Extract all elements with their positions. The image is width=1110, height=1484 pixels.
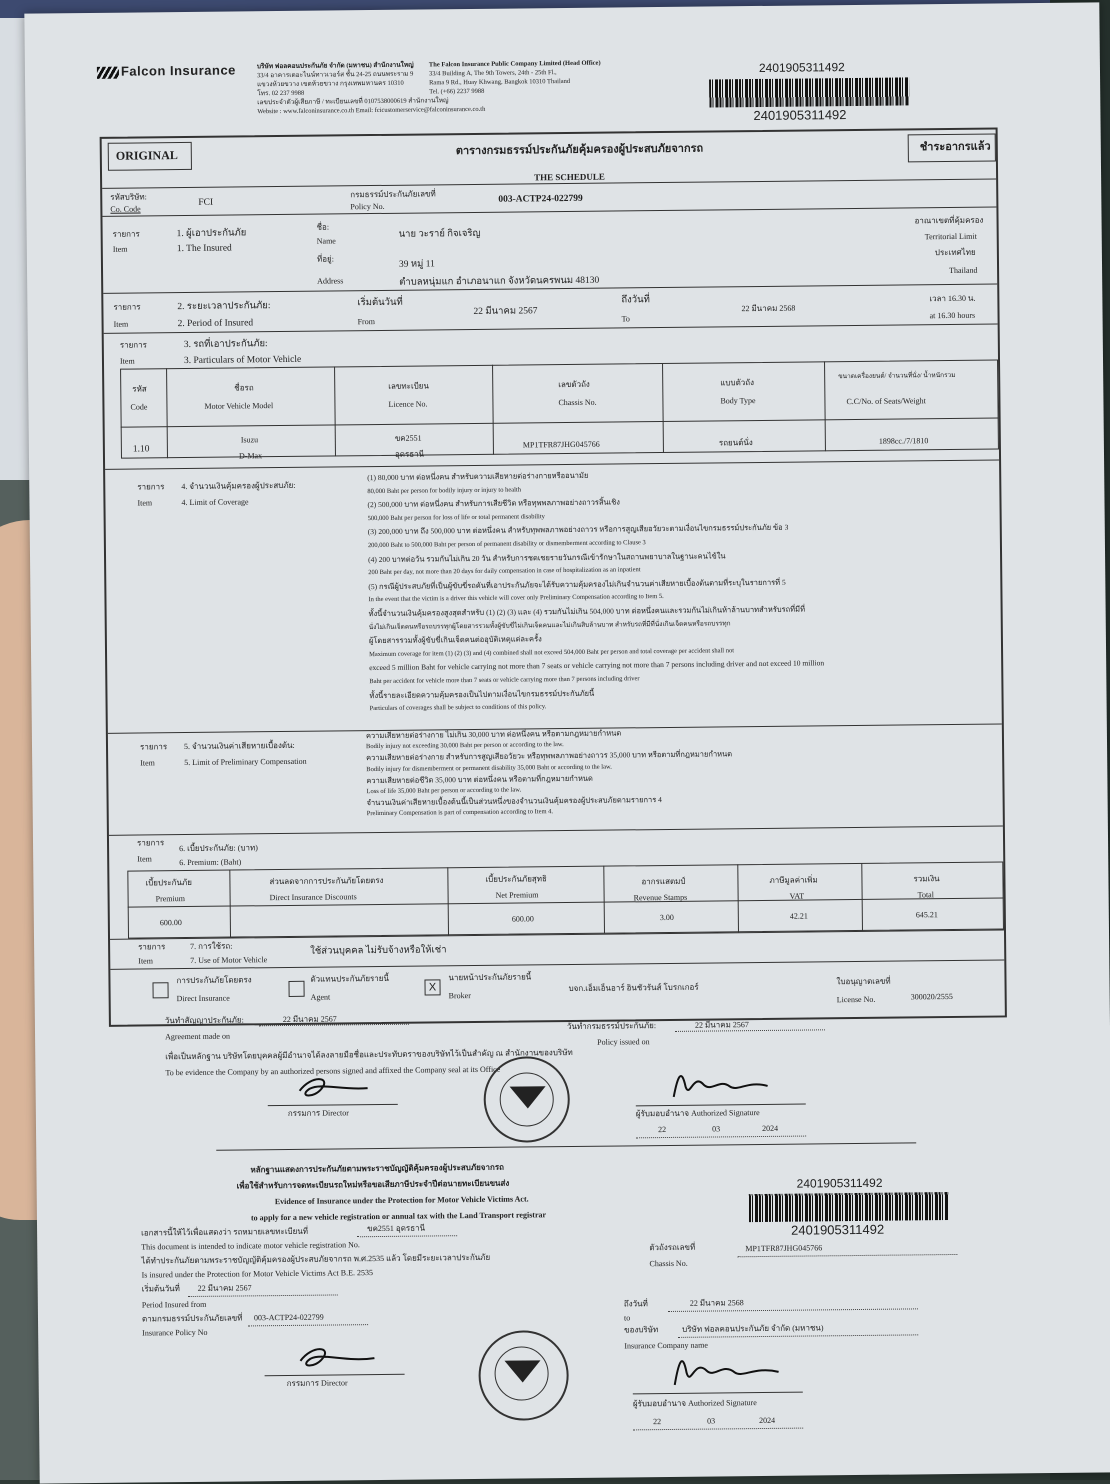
- authorized-line: [636, 1104, 806, 1107]
- vehicle-label-en: 3. Particulars of Motor Vehicle: [183, 354, 302, 367]
- preliminary-label-en: 5. Limit of Preliminary Compensation: [184, 756, 307, 768]
- policy-line: [248, 1324, 368, 1326]
- company-website: Website : www.falconinsurance.co.th Email: fcicustomerservice@falconinsurance.co.th: [257, 105, 486, 116]
- premium-header-en: Net Premium: [495, 890, 539, 900]
- period-time-en: at 16.30 hours: [929, 310, 976, 321]
- detail-line: จำนวนเงินค่าเสียหายเบื้องต้นนี้เป็นส่วนหนึ่งของจำนวนเงินคุ้มครองผู้ประสบภัยตามรายการ 4: [366, 795, 662, 808]
- company-en-addr: 33/4 Building A, The 9th Towers, 24th - 25th Fl.,: [428, 69, 557, 78]
- evidence-date-month: 03: [707, 1416, 716, 1426]
- premium-header-th: อากรแสตมป์: [641, 876, 686, 887]
- insured-label-th: 1. ผู้เอาประกันภัย: [176, 228, 247, 240]
- company-code: FCI: [198, 197, 214, 208]
- policy-label-th: กรมธรรม์ประกันภัยเลขที่: [350, 189, 436, 200]
- auth-date-year: 2024: [762, 1123, 779, 1134]
- director-line: [268, 1104, 398, 1106]
- item-label-en: Item: [112, 244, 128, 254]
- vehicle-header-th: ชื่อรถ: [234, 383, 254, 393]
- reg-value: ขค2551 อุดรธานี: [367, 1223, 426, 1234]
- agreement-label-th: วันทำสัญญาประกันภัย:: [164, 1015, 244, 1026]
- barcode-number-bottom: 2401905311492: [753, 107, 847, 124]
- insured-address-2: ตำบลหนุ่มแก อำเภอนาแก จังหวัดนครพนม 48130: [399, 275, 600, 288]
- vehicle-code: 1.10: [132, 444, 150, 455]
- total-value: 645.21: [915, 910, 938, 920]
- reg-line: [357, 1235, 457, 1237]
- stamp-value: 3.00: [659, 912, 674, 923]
- preliminary-label-th: 5. จำนวนเงินค่าเสียหายเบื้องต้น:: [183, 740, 295, 752]
- policy-label-th: ตามกรมธรรม์ประกันภัยเลขที่: [141, 1313, 243, 1324]
- evidence-title-en-1: Evidence of Insurance under the Protection for Motor Vehicle Victims Act.: [274, 1194, 529, 1207]
- detail-line: exceed 5 million Baht for vehicle carrying not more than 7 seats or vehicle carrying not more than 7 persons including driver and not exceed 10 million: [369, 658, 825, 673]
- item-label-en: Item: [137, 854, 152, 864]
- premium-header-th: รวมเงิน: [913, 874, 940, 884]
- company-en-tel: Tel. (+66) 2237 9988: [429, 87, 485, 96]
- vehicle-licence-1: ขค2551: [394, 433, 422, 443]
- period-from: 22 มีนาคม 2567: [473, 306, 538, 317]
- detail-line: Preliminary Compensation is part of compensation according to Item 4.: [366, 808, 554, 818]
- premium-header-en: VAT: [789, 891, 805, 901]
- authorized-signature-evidence: [664, 1346, 784, 1391]
- from-value: 22 มีนาคม 2567: [197, 1283, 252, 1293]
- company-en-addr2: Rama 9 Rd., Huay Khwang, Bangkok 10310 Thailand: [429, 77, 571, 87]
- vehicle-model-1: Isuzu: [240, 435, 259, 445]
- authorized-line-evidence: [633, 1392, 803, 1395]
- detail-line: Loss of life 35,000 Baht per person or according to the law.: [366, 786, 522, 796]
- company-th-addr: 33/4 อาคารเดอะไนน์ทาวเวอร์ส ชั้น 24-25 ถนนพระราม 9: [256, 70, 414, 80]
- policy-number: 003-ACTP24-022799: [498, 193, 583, 205]
- issued-label-en: Policy issued on: [597, 1037, 650, 1047]
- authorized-label-evidence: ผู้รับมอบอำนาจ Authorized Signature: [632, 1398, 757, 1409]
- premium-header-en: Direct Insurance Discounts: [269, 892, 357, 903]
- item-label-en: Item: [138, 956, 153, 966]
- address-label-en: Address: [317, 276, 344, 286]
- vehicle-chassis: MP1TFR87JHG045766: [522, 439, 600, 450]
- from-label-en: Period Insured from: [141, 1299, 207, 1310]
- company-line: [678, 1334, 918, 1338]
- company-th-tel: โทร. 02 237 9988: [257, 89, 305, 98]
- policy-label-en: Policy No.: [350, 201, 385, 212]
- period-from-label-th: เริ่มต้นวันที่: [357, 297, 403, 309]
- chassis-value: MP1TFR87JHG045766: [745, 1243, 823, 1254]
- vat-value: 42.21: [789, 911, 808, 921]
- section-divider: [216, 1142, 916, 1150]
- premium-header-th: ส่วนลดจากการประกันภัยโดยตรง: [269, 875, 384, 887]
- vehicle-body-type: รถยนต์นั่ง: [718, 438, 753, 448]
- from-label-th: เริ่มต้นวันที่: [141, 1284, 180, 1294]
- vehicle-header-en: Code: [130, 402, 148, 412]
- territory-value-th: ประเทศไทย: [934, 247, 976, 258]
- vehicle-header-th: แบบตัวถัง: [720, 378, 755, 388]
- barcode-number-top: 2401905311492: [758, 60, 845, 75]
- name-label-th: ชื่อ:: [316, 222, 330, 232]
- broker-checkbox[interactable]: X: [424, 979, 440, 995]
- period-to: 22 มีนาคม 2568: [741, 303, 796, 314]
- reg-label-th: เอกสารนี้ให้ไว้เพื่อแสดงว่า รถหมายเลขทะเบียนที่: [141, 1226, 309, 1238]
- vehicle-licence-2: อุดรธานี: [394, 449, 425, 459]
- director-label-evidence: กรรมการ Director: [286, 1378, 348, 1388]
- address-label-th: ที่อยู่:: [316, 254, 334, 264]
- company-th-tax: เลขประจำตัวผู้เสียภาษี / ทะเบียนเลขที่ 0107538000619 สำนักงานใหญ่: [257, 97, 449, 107]
- broker-name: บจก.เอ็มเอ็นอาร์ อินชัวรันส์ โบรกเกอร์: [568, 982, 699, 994]
- detail-line: ทั้งนี้จำนวนเงินคุ้มครองสูงสุดสำหรับ (1) (2) (3) และ (4) รวมกันไม่เกิน 504,000 บาท ต่อหนึ่งคนและรวมกันไม่เกินห้าล้านบาทสำหรับรถที่มีที่: [368, 604, 806, 619]
- evidence-date-line: [633, 1428, 803, 1431]
- insured-address-1: 39 หมู่ 11: [398, 259, 435, 270]
- act-text-th: ได้ทำประกันภัยตามพระราชบัญญัติคุ้มครองผู้ประสบภัยจากรถ พ.ศ.2535 แล้ว โดยมีระยะเวลาประกันภัย: [141, 1252, 491, 1266]
- detail-line: Particulars of coverages shall be subject to conditions of this policy.: [369, 703, 547, 713]
- detail-line: ความเสียหายต่อชีวิต 35,000 บาท ต่อหนึ่งคน หรือตามที่กฎหมายกำหนด: [366, 773, 593, 785]
- director-signature: [291, 1070, 371, 1105]
- use-label-en: 7. Use of Motor Vehicle: [190, 955, 268, 965]
- broker-label-en: Broker: [448, 991, 471, 1001]
- agent-checkbox[interactable]: [288, 981, 304, 997]
- detail-line: Baht per accident for vehicle more than 7 seats or vehicle carrying more than 7 persons including driver: [369, 675, 640, 686]
- falcon-wing-icon: [97, 67, 119, 79]
- vehicle-header-en: Body Type: [720, 396, 756, 406]
- company-label-en: Insurance Company name: [624, 1340, 708, 1351]
- logo-text: Falcon Insurance: [120, 62, 236, 79]
- premium-table: [127, 861, 1004, 938]
- schedule-heading: THE SCHEDULE: [534, 171, 605, 183]
- detail-line: ทั้งนี้รายละเอียดความคุ้มครองเป็นไปตามเงื่อนไขกรมธรรม์ประกันภัยนี้: [369, 688, 595, 700]
- form-title: ตารางกรมธรรม์ประกันภัยคุ้มครองผู้ประสบภัยจากรถ: [455, 142, 704, 158]
- item-label-th: รายการ: [119, 340, 147, 350]
- barcode-number-evidence-bottom: 2401905311492: [791, 1221, 885, 1238]
- issued-label-th: วันทำกรมธรรม์ประกันภัย:: [566, 1021, 657, 1032]
- company-value: บริษัท ฟอลคอนประกันภัย จำกัด (มหาชน): [682, 1323, 824, 1334]
- auth-date-line: [636, 1136, 806, 1139]
- evidence-policy-number: 003-ACTP24-022799: [253, 1312, 324, 1323]
- issued-date: 22 มีนาคม 2567: [694, 1020, 749, 1030]
- detail-line: (5) กรณีผู้ประสบภัยที่เป็นผู้ขับขี่รถคันที่เอาประกันภัยจะได้รับความคุ้มครองไม่เกินจำนวนค่าเสียหายเบื้องต้นตามที่ระบุในรายการที่ 5: [368, 577, 786, 591]
- insurance-document: [24, 2, 1110, 1483]
- territory-label-th: อาณาเขตที่คุ้มครอง: [914, 215, 984, 226]
- item-label-en: Item: [113, 319, 129, 329]
- policy-label-en: Insurance Policy No: [142, 1327, 208, 1338]
- item-label-th: รายการ: [112, 229, 140, 239]
- company-label-th: ของบริษัท: [624, 1325, 659, 1335]
- premium-header-th: เบี้ยประกันภัยสุทธิ: [485, 874, 547, 884]
- premium-header-en: Premium: [155, 894, 185, 904]
- premium-value: 600.00: [159, 918, 182, 928]
- authorized-label: ผู้รับมอบอำนาจ Authorized Signature: [635, 1108, 760, 1119]
- from-line: [188, 1294, 338, 1297]
- period-to-label-en: To: [621, 314, 630, 324]
- detail-line: ความเสียหายต่อร่างกาย ไม่เกิน 30,000 บาท ต่อหนึ่งคน หรือตามกฎหมายกำหนด: [365, 728, 622, 741]
- premium-header-th: เบี้ยประกันภัย: [145, 877, 192, 888]
- director-line-evidence: [265, 1374, 405, 1376]
- vehicle-cc: 1898cc./7/1810: [878, 436, 929, 446]
- detail-line: นั่งไม่เกินเจ็ดคนหรือรถบรรทุกผู้โดยสารรวมทั้งผู้ขับขี่ไม่เกินเจ็ดคนและไม่เกินสิบล้านบาท สำหรับรถที่มีที่นั่งเกินเจ็ดคนหรือรถบรรทุก: [368, 619, 731, 631]
- agreement-line: [259, 1024, 409, 1027]
- company-seal-evidence: [478, 1330, 569, 1421]
- barcode-evidence: [749, 1192, 949, 1222]
- detail-line: (1) 80,000 บาท ต่อหนึ่งคน สำหรับความเสียหายต่อร่างกายหรืออนามัย: [367, 470, 589, 483]
- detail-line: (3) 200,000 บาท ถึง 500,000 บาท ต่อหนึ่งคน สำหรับทุพพลภาพอย่างถาวร หรือการสูญเสียอวัยวะตามเงื่อนไขกรมธรรม์ประกันภัย ข้อ 3: [367, 523, 789, 537]
- director-signature-evidence: [292, 1340, 378, 1375]
- evidence-text-en: To be evidence the Company by an authorized persons signed and affixed the Company seal at its Office: [165, 1064, 501, 1078]
- vehicle-header-en: Chassis No.: [558, 397, 597, 408]
- evidence-date-year: 2024: [759, 1415, 776, 1426]
- use-value: ใช้ส่วนบุคคล ไม่รับจ้างหรือให้เช่า: [310, 945, 447, 957]
- agreement-date: 22 มีนาคม 2567: [282, 1014, 337, 1025]
- detail-line: 200 Baht per day, not more than 20 days for daily compensation in case of hospitalization as an inpatient: [368, 566, 641, 577]
- barcode-number-evidence-top: 2401905311492: [796, 1175, 883, 1191]
- original-label: ORIGINAL: [115, 148, 178, 163]
- detail-line: ผู้โดยสารรวมทั้งผู้ขับขี่เกินเจ็ดคนต่ออุบัติเหตุแต่ละครั้ง: [368, 634, 542, 646]
- vehicle-header-th: เลขทะเบียน: [388, 381, 429, 391]
- vehicle-header-th: ขนาดเครื่องยนต์/ จำนวนที่นั่ง/ น้ำหนักรวม: [838, 371, 956, 381]
- name-label-en: Name: [316, 236, 336, 246]
- premium-header-en: Total: [917, 890, 934, 900]
- insured-name: นาย วะราย์ กิจเจริญ: [398, 228, 481, 240]
- agent-label-en: Agent: [310, 992, 331, 1002]
- period-to-label-th: ถึงวันที่: [621, 295, 650, 306]
- detail-line: Bodily injury not exceeding 30,000 Baht per person or according to the law.: [365, 741, 564, 751]
- license-number: 300020/2555: [910, 991, 953, 1002]
- direct-insurance-checkbox[interactable]: [152, 982, 168, 998]
- agent-label-th: ตัวแทนประกันภัยรายนี้: [310, 973, 389, 984]
- territory-value-en: Thailand: [949, 265, 978, 275]
- evidence-title-en-2: to apply for a new vehicle registration or annual tax with the Land Transport registrar: [250, 1210, 547, 1223]
- period-time-th: เวลา 16.30 น.: [929, 293, 976, 304]
- detail-line: 200,000 Baht to 500,000 Baht per person of permanent disability or dismemberment according to Clause 3: [367, 539, 646, 550]
- falcon-seal-icon: [510, 1086, 546, 1108]
- stamp-paid: ชำระอากรแล้ว: [919, 140, 991, 154]
- vehicle-model-2: D-Max: [238, 451, 263, 461]
- direct-label-en: Direct Insurance: [176, 993, 230, 1004]
- evidence-title-th-2: เพื่อใช้สำหรับการจดทะเบียนรถใหม่หรือขอเสียภาษีประจำปีต่อนายทะเบียนขนส่ง: [236, 1178, 510, 1191]
- coverage-label-th: 4. จำนวนเงินคุ้มครองผู้ประสบภัย:: [181, 480, 296, 492]
- insured-label-en: 1. The Insured: [176, 243, 232, 255]
- vehicle-label-th: 3. รถที่เอาประกันภัย:: [183, 339, 268, 351]
- auth-date-day: 22: [658, 1125, 667, 1135]
- detail-line: Maximum coverage for item (1) (2) (3) and (4) combined shall not exceed 504,000 Baht per person and total coverage per accident shall not: [369, 647, 735, 658]
- net-premium-value: 600.00: [511, 914, 534, 924]
- detail-line: (2) 500,000 บาท ต่อหนึ่งคน สำหรับการเสียชีวิต หรือทุพพลภาพอย่างถาวรสิ้นเชิง: [367, 497, 620, 510]
- item-label-en: Item: [119, 356, 135, 366]
- company-th-name: บริษัท ฟอลคอนประกันภัย จำกัด (มหาชน) สำนักงานใหญ่: [256, 61, 414, 71]
- act-text-en: Is insured under the Protection for Motor Vehicle Victims Act B.E. 2535: [141, 1268, 374, 1280]
- period-label-th: 2. ระยะเวลาประกันภัย:: [177, 301, 271, 313]
- chassis-label-en: Chassis No.: [649, 1258, 688, 1269]
- item-label-th: รายการ: [136, 838, 165, 848]
- license-label-en: License No.: [836, 994, 876, 1005]
- barcode-top: [709, 77, 909, 107]
- premium-header-th: ภาษีมูลค่าเพิ่ม: [769, 875, 818, 885]
- detail-line: Bodily injury for dismemberment or permanent disability 35,000 Baht or according to the law.: [366, 763, 612, 773]
- director-label: กรรมการ Director: [287, 1108, 349, 1118]
- vehicle-header-en: Licence No.: [388, 399, 428, 409]
- item-label-th: รายการ: [113, 302, 141, 312]
- item-label-en: Item: [140, 758, 155, 768]
- agreement-label-en: Agreement made on: [165, 1031, 230, 1042]
- to-label-en: to: [623, 1313, 631, 1323]
- code-label-th: รหัสบริษัท:: [110, 192, 147, 202]
- company-en-name: The Falcon Insurance Public Company Limited (Head Office): [428, 59, 601, 69]
- territory-label-en: Territorial Limit: [924, 231, 977, 242]
- vehicle-header-en: C.C/No. of Seats/Weight: [846, 396, 926, 407]
- evidence-date-day: 22: [653, 1417, 662, 1427]
- company-seal: [483, 1056, 570, 1143]
- vehicle-header-th: เลขตัวถัง: [558, 379, 590, 390]
- direct-label-th: การประกันภัยโดยตรง: [176, 975, 252, 986]
- broker-label-th: นายหน้าประกันภัยรายนี้: [448, 972, 532, 983]
- evidence-text-th: เพื่อเป็นหลักฐาน บริษัทโดยบุคคลผู้มีอำนาจได้ลงลายมือชื่อและประทับตราของบริษัทไว้เป็นสำคัญ ณ สำนักงานของบริษัท: [165, 1047, 573, 1062]
- premium-header-en: Revenue Stamps: [633, 892, 688, 903]
- detail-line: 80,000 Baht per person for bodily injury or injury to health: [367, 486, 522, 495]
- detail-line: (4) 200 บาทต่อวัน รวมกันไม่เกิน 20 วัน สำหรับการชดเชยรายวันกรณีเข้ารักษาในสถานพยาบาลในฐานะคนไข้ใน: [368, 550, 726, 564]
- item-label-th: รายการ: [139, 742, 168, 752]
- license-label-th: ใบอนุญาตเลขที่: [836, 976, 891, 987]
- auth-date-month: 03: [712, 1124, 721, 1134]
- chassis-label-th: ตัวถังรถเลขที่: [649, 1242, 696, 1253]
- detail-line: 500,000 Baht per person for loss of life or total permanent disability: [367, 513, 545, 522]
- chassis-line: [737, 1254, 957, 1257]
- detail-line: In the event that the victim is a driver this vehicle will cover only Preliminary Compensation according to Item 5.: [368, 593, 664, 604]
- period-from-label-en: From: [357, 317, 375, 327]
- code-label-en: Co. Code: [110, 204, 141, 214]
- premium-label-th: 6. เบี้ยประกันภัย: (บาท): [179, 843, 258, 854]
- premium-label-en: 6. Premium: (Baht): [179, 857, 242, 868]
- detail-line: ความเสียหายต่อร่างกาย สำหรับการสูญเสียอวัยวะ หรือทุพพลภาพอย่างถาวร 35,000 บาท หรือตามที่กฎหมายกำหนด: [366, 749, 733, 763]
- authorized-signature: [663, 1062, 773, 1103]
- vehicle-header-th: รหัส: [132, 384, 147, 394]
- vehicle-header-en: Motor Vehicle Model: [204, 401, 274, 411]
- company-th-addr2: แขวงห้วยขวาง เขตห้วยขวาง กรุงเทพมหานคร 10310: [257, 79, 404, 89]
- coverage-label-en: 4. Limit of Coverage: [181, 497, 249, 508]
- item-label-en: Item: [137, 498, 153, 508]
- to-label-th: ถึงวันที่: [623, 1299, 648, 1309]
- to-line: [668, 1308, 918, 1312]
- reg-label-en: This document is intended to indicate motor vehicle registration No.: [141, 1240, 360, 1252]
- item-label-th: รายการ: [138, 942, 166, 952]
- item-label-th: รายการ: [137, 482, 165, 492]
- to-value: 22 มีนาคม 2568: [689, 1298, 744, 1308]
- period-label-en: 2. Period of Insured: [177, 318, 254, 330]
- falcon-seal-icon: [504, 1360, 540, 1382]
- use-label-th: 7. การใช้รถ:: [190, 941, 233, 951]
- evidence-title-th-1: หลักฐานแสดงการประกันภัยตามพระราชบัญญัติคุ้มครองผู้ประสบภัยจากรถ: [250, 1162, 504, 1175]
